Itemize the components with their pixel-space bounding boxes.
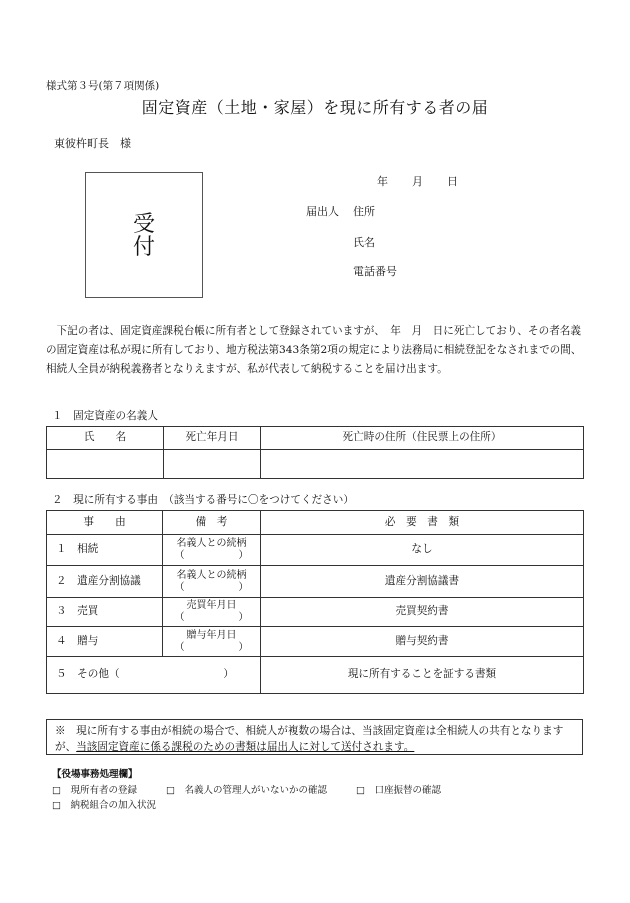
- stamp-char-1: 受: [132, 212, 155, 237]
- table-row: [47, 598, 584, 627]
- date-year-label: 年: [377, 175, 388, 188]
- stamp-char-2: 付: [132, 235, 155, 261]
- required-document: 贈与契約書: [261, 627, 584, 657]
- reason-other[interactable]: [47, 657, 261, 694]
- note-cell[interactable]: [163, 535, 261, 566]
- notifier-label: 届出人: [306, 205, 339, 218]
- paren-close: ）: [238, 641, 249, 653]
- office-checklist-row: [52, 800, 156, 812]
- declaration-paragraph: 下記の者は、固定資産課税台帳に所有者として登録されていますが、 年 月 日に死亡しており、その者名義の固定資産は私が現に所有しており、地方税法第343条第2項の規定により法務局に相続登記をなされまでの間、相続人全員が納税義務者となりえますが、私が代表して納税することを届け出ます。: [46, 325, 582, 375]
- table-row: [47, 627, 584, 657]
- reason-other-close: ）: [223, 668, 234, 681]
- note-label: 贈与年月日: [186, 629, 237, 641]
- notifier-address-label: 住所: [353, 205, 375, 218]
- section1-heading: １ 固定資産の名義人: [52, 410, 158, 422]
- death-address-header: 死亡時の住所（住民票上の住所）: [261, 427, 584, 450]
- notice-text: ※ 現に所有する事由が相続の場合で、相続人が複数の場合は、当該固定資産は全相続人の共有となりますが、: [55, 725, 564, 753]
- paren-close: ）: [238, 612, 249, 623]
- required-document: 売買契約書: [261, 598, 584, 627]
- table-row: [47, 566, 584, 598]
- section2-heading: ２ 現に所有する事由 （該当する番号に〇をつけてください）: [52, 494, 354, 506]
- note-cell[interactable]: [163, 598, 261, 627]
- notifier-name-label: 氏名: [353, 236, 375, 249]
- paren-close: ）: [238, 550, 249, 561]
- documents-header: 必 要 書 類: [261, 511, 584, 535]
- office-checklist-row: [52, 785, 467, 797]
- check-tax-association[interactable]: □ 納税組合の加入状況: [52, 800, 156, 811]
- notice-box: [46, 719, 583, 755]
- note-label: 売買年月日: [186, 600, 237, 611]
- date-month-label: 月: [412, 175, 423, 188]
- reason-sale[interactable]: ３ 売買: [47, 598, 163, 627]
- notice-underlined-text: 当該固定資産に係る課税のための書類は届出人に対して送付されます。: [76, 741, 415, 753]
- check-owner-registration[interactable]: □ 現所有者の登録: [52, 785, 137, 796]
- death-date-header: 死亡年月日: [164, 427, 261, 450]
- reception-stamp-box: [85, 172, 203, 298]
- form-number: 様式第３号(第７項関係): [46, 80, 160, 92]
- notifier-phone-label: 電話番号: [353, 265, 397, 278]
- reason-inheritance[interactable]: １ 相続: [47, 535, 163, 566]
- owner-name-cell[interactable]: [47, 450, 164, 479]
- note-label: 名義人との続柄: [176, 538, 247, 549]
- check-account-transfer[interactable]: □ 口座振替の確認: [356, 785, 442, 796]
- owner-name-header: 氏 名: [47, 427, 164, 450]
- date-day-label: 日: [447, 175, 458, 188]
- paren-open: （: [174, 550, 185, 561]
- paren-close: ）: [238, 581, 249, 593]
- paren-open: （: [174, 581, 185, 593]
- reason-header: 事 由: [47, 511, 163, 535]
- office-section-title: 【役場事務処理欄】: [52, 769, 138, 780]
- reason-gift[interactable]: ４ 贈与: [47, 627, 163, 657]
- reason-other-label: ５ その他（: [56, 668, 120, 681]
- recipient: 東彼杵町長 様: [54, 137, 131, 150]
- death-address-cell[interactable]: [261, 450, 584, 479]
- required-document: なし: [261, 535, 584, 566]
- note-cell[interactable]: [163, 627, 261, 657]
- ownership-reason-table: [46, 510, 584, 694]
- required-document: 現に所有することを証する書類: [261, 657, 584, 694]
- table-row: [47, 535, 584, 566]
- required-document: 遺産分割協議書: [261, 566, 584, 598]
- death-date-cell[interactable]: [164, 450, 261, 479]
- date-line: [377, 175, 458, 189]
- note-header: 備 考: [163, 511, 261, 535]
- owner-table: [46, 426, 584, 479]
- reason-estate-division[interactable]: ２ 遺産分割協議: [47, 566, 163, 598]
- paren-open: （: [174, 612, 185, 623]
- reception-stamp-label: [86, 213, 202, 259]
- paren-open: （: [174, 641, 185, 653]
- check-administrator[interactable]: □ 名義人の管理人がいないかの確認: [166, 785, 327, 796]
- note-label: 名義人との続柄: [176, 569, 247, 581]
- table-row: [47, 657, 584, 694]
- note-cell[interactable]: [163, 566, 261, 598]
- document-title: 固定資産（土地・家屋）を現に所有する者の届: [141, 98, 489, 117]
